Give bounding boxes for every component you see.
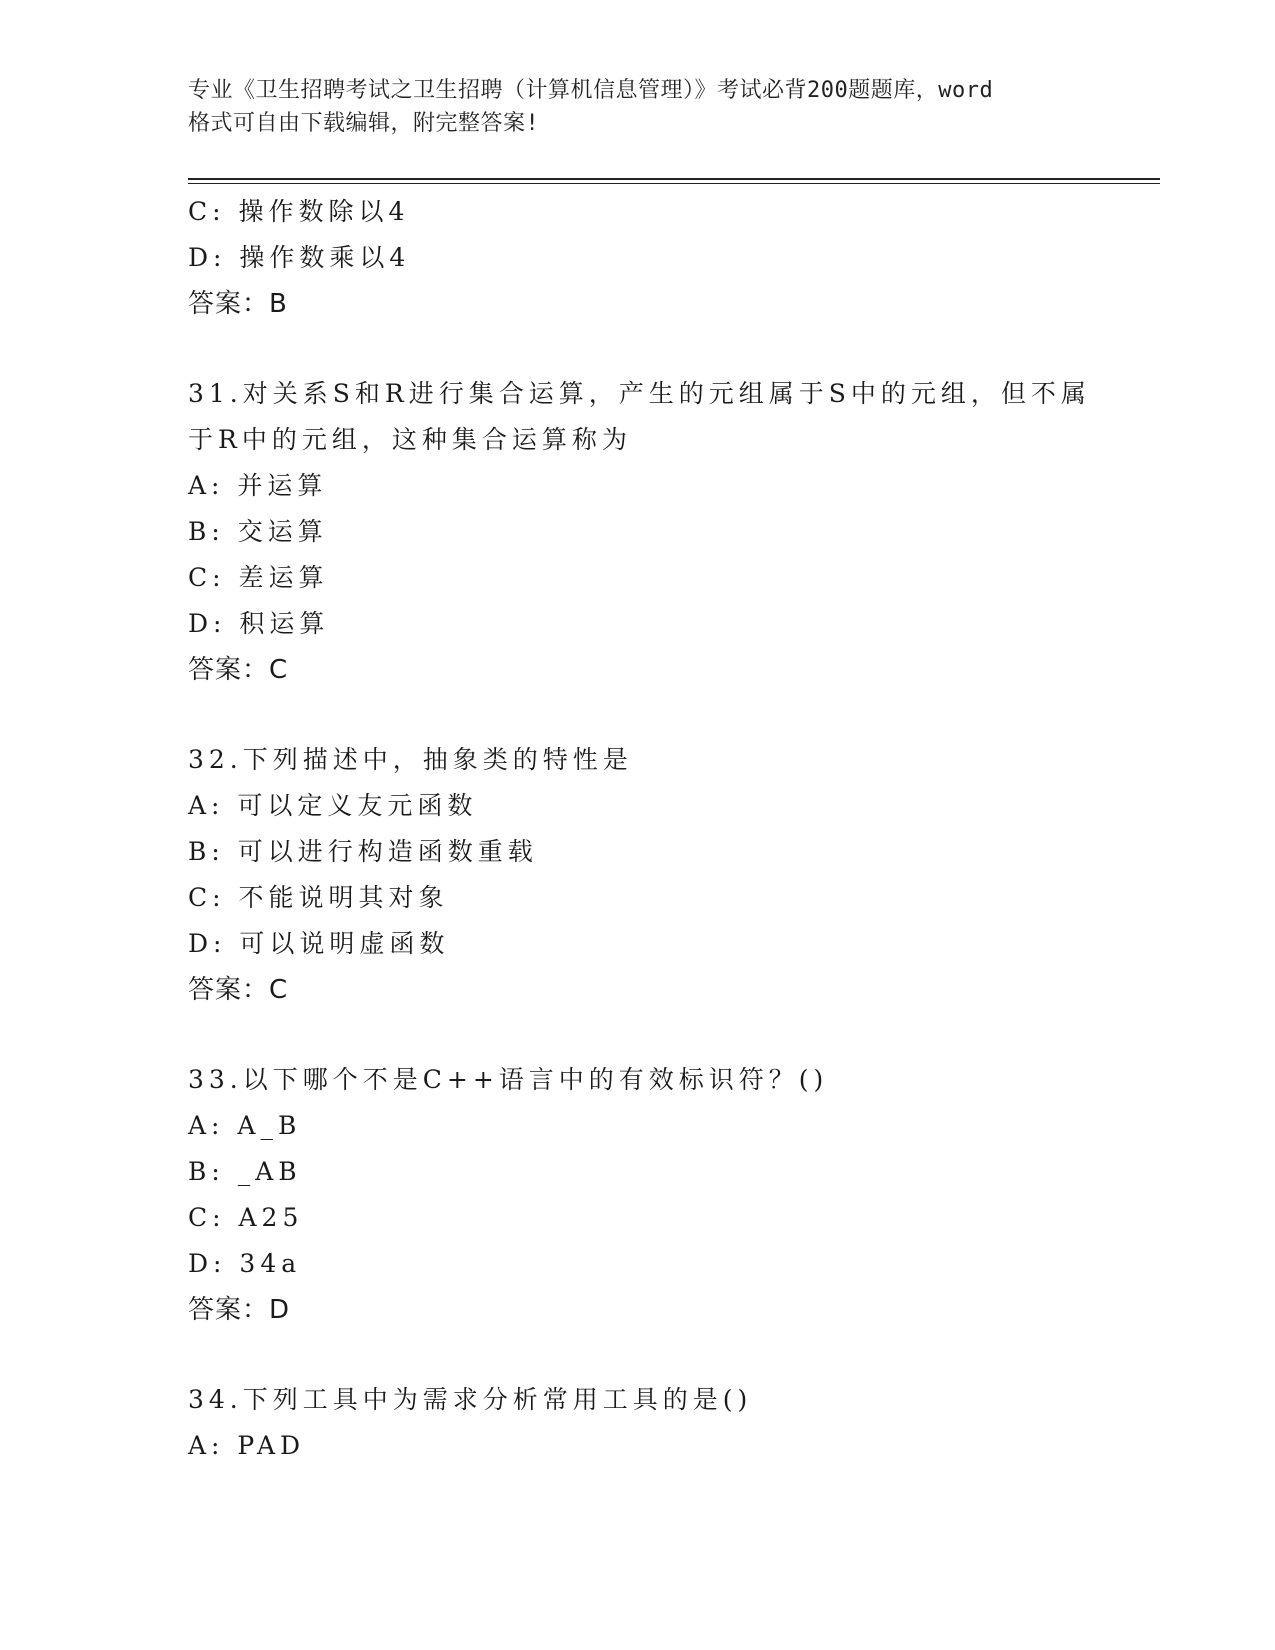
option-c: C: A25 [188, 1203, 304, 1232]
question-stem: 31.对关系S和R进行集合运算，产生的元组属于S中的元组，但不属 [188, 379, 1091, 408]
question-stem-continued: 于R中的元组，这种集合运算称为 [188, 425, 632, 454]
question-stem: 32.下列描述中，抽象类的特性是 [188, 745, 633, 774]
option-d: D: 操作数乘以4 [188, 243, 411, 272]
option-b: B: 交运算 [188, 517, 328, 546]
answer: 答案：B [188, 289, 288, 319]
option-c: C: 差运算 [188, 563, 329, 592]
question-stem: 34.下列工具中为需求分析常用工具的是() [188, 1385, 753, 1414]
answer: 答案：C [188, 655, 289, 685]
option-a: A: 并运算 [188, 471, 328, 500]
question-stem: 33.以下哪个不是C++语言中的有效标识符？() [188, 1065, 829, 1094]
question-34 [188, 1377, 1088, 1469]
option-b: B: _AB [188, 1157, 302, 1186]
question-30-tail [188, 189, 1088, 327]
option-b: B: 可以进行构造函数重载 [188, 837, 538, 866]
question-33 [188, 1057, 1088, 1333]
option-d: D: 可以说明虚函数 [188, 929, 450, 958]
option-c: C: 操作数除以4 [188, 197, 410, 226]
header-line-1: 专业《卫生招聘考试之卫生招聘（计算机信息管理）》考试必背200题题库，word [188, 78, 994, 103]
answer: 答案：D [188, 1295, 291, 1325]
question-32 [188, 737, 1088, 1013]
option-a: A: 可以定义友元函数 [188, 791, 478, 820]
header-divider-thick [188, 178, 1160, 180]
option-c: C: 不能说明其对象 [188, 883, 449, 912]
option-a: A: PAD [188, 1431, 306, 1460]
header-line-2: 格式可自由下载编辑，附完整答案! [188, 111, 540, 136]
question-list [188, 189, 1091, 1469]
document-header [188, 74, 1088, 140]
option-a: A: A_B [188, 1111, 302, 1140]
option-d: D: 积运算 [188, 609, 330, 638]
question-31 [188, 371, 1091, 693]
answer: 答案：C [188, 975, 289, 1005]
header-divider-thin [188, 183, 1160, 184]
option-d: D: 34a [188, 1249, 302, 1278]
